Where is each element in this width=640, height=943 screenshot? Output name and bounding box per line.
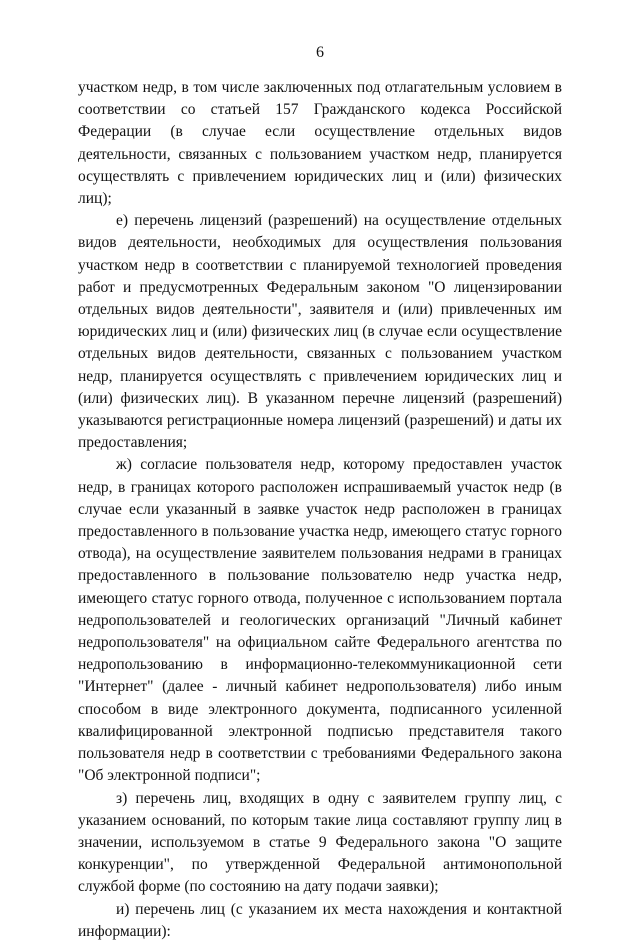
paragraph-zh-consent: ж) согласие пользователя недр, которому предоставлен участок недр, в границах которого расположен испрашиваемый участок недр (в случае если указанный в заявке участок недр расположен в границах предоставленного в пользование участка недр, имеющего статус горного отвода), на осуществление заявителем пользования недрами в границах предоставленного в пользование пользователю недр участка недр, имеющего статус горного отвода, полученное с использованием портала недропользователей и геологических организаций "Личный кабинет недропользователя" на официальном сайте Федерального агентства по недропользованию в информационно-телекоммуникационной сети "Интернет" (далее - личный кабинет недропользователя) либо иным способом в виде электронного документа, подписанного усиленной квалифицированной электронной подписью представителя такого пользователя недр в соответствии с требованиями Федерального закона "Об электронной подписи"; xyxy=(78,456,562,785)
document-body xyxy=(78,77,562,943)
paragraph-continuation: участком недр, в том числе заключенных под отлагательным условием в соответствии со статьей 157 Гражданского кодекса Российской Федерации (в случае если осуществление отдельных видов деятельности, связанных с пользованием участком недр, планируется осуществлять с привлечением юридических лиц и (или) физических лиц); xyxy=(78,79,562,208)
paragraph-i-list-of-persons: и) перечень лиц (с указанием их места нахождения и контактной информации): xyxy=(78,900,562,940)
paragraph-e-licenses: е) перечень лицензий (разрешений) на осуществление отдельных видов деятельности, необходимых для осуществления пользования участком недр в соответствии с планируемой технологией проведения работ и предусмотренных Федеральным законом "О лицензировании отдельных видов деятельности", заявителя и (или) привлеченных им юридических лиц и (или) физических лиц (в случае если осуществление отдельных видов деятельности, связанных с пользованием участком недр, планируется осуществлять с привлечением юридических лиц и (или) физических лиц). В указанном перечне лицензий (разрешений) указываются регистрационные номера лицензий (разрешений) и даты их предоставления; xyxy=(78,212,562,452)
paragraph-z-group-of-persons: з) перечень лиц, входящих в одну с заявителем группу лиц, с указанием оснований, по которым такие лица составляют группу лиц в значении, используемом в статье 9 Федерального закона "О защите конкуренции", по утвержденной Федеральной антимонопольной службой форме (по состоянию на дату подачи заявки); xyxy=(78,789,562,896)
page-number: 6 xyxy=(316,44,324,61)
